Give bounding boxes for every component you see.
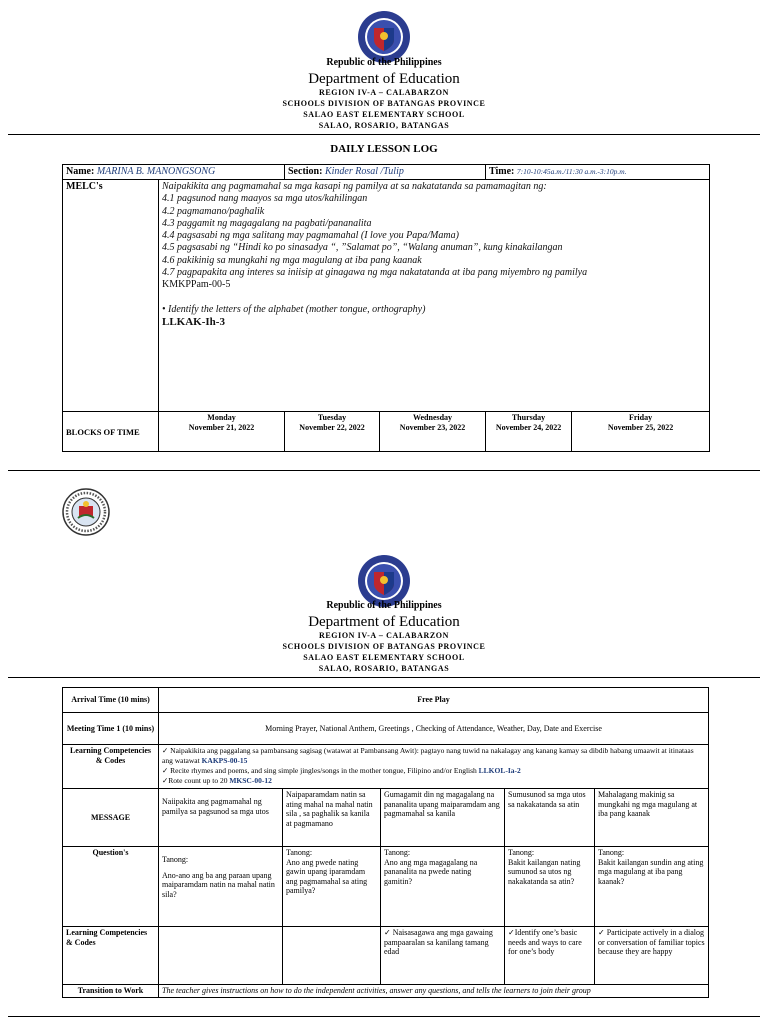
question-text: Ano ang mga magagalang na pananalita na pwede nating gamitin? <box>384 857 478 886</box>
deped-seal-icon <box>357 10 411 64</box>
melc-content <box>159 180 710 412</box>
address-heading: SALAO, ROSARIO, BATANGAS <box>318 664 450 673</box>
day-date: November 21, 2022 <box>188 423 255 432</box>
day-date: November 23, 2022 <box>399 423 466 432</box>
lc-line: ✓ Naipakikita ang paggalang sa pambansang sagisag (watawat at Pambansang Awit): pagtayo nang tuwid na nakalagay ang kanang kamay sa dibdib habang umaawit at itinataas ang watawat <box>162 746 694 765</box>
section-label: Section: <box>288 166 323 177</box>
message-friday: Mahalagang makinig sa mungkahi ng mga magulang at iba pang kaanak <box>595 789 709 847</box>
region-heading: REGION IV-A – CALABARZON <box>318 88 450 97</box>
section-value: Kinder Rosal /Tulip <box>324 166 404 177</box>
day-name: Thursday <box>511 413 546 422</box>
lc2-thursday: ✓Identify one’s basic needs and ways to care for one’s body <box>505 927 595 985</box>
tanong-label: Tanong: <box>384 848 411 857</box>
lesson-info-table <box>62 164 710 452</box>
department-heading: Department of Education <box>308 614 460 630</box>
lc2-tuesday <box>283 927 381 985</box>
header-divider <box>8 134 760 135</box>
division-heading: SCHOOLS DIVISION OF BATANGAS PROVINCE <box>282 99 486 108</box>
message-wednesday: Gumagamit din ng magagalang na pananalita upang maiparamdam ang pagmamahal sa kanila <box>381 789 505 847</box>
melc-line: 4.7 pagpapakita ang interes sa iniisip at ginagawa ng mga nakatatanda at iba pang miyembro ng pamilya <box>162 267 588 279</box>
lc2-wednesday: ✓ Naisasagawa ang mga gawaing pampaaralan sa kanilang tamang edad <box>381 927 505 985</box>
day-friday <box>572 412 710 452</box>
learning-competencies-2-label: Learning Competencies & Codes <box>63 927 159 985</box>
melc-spacer <box>162 292 706 304</box>
melc-line: 4.5 pagsasabi ng “Hindi ko po sinasadya “, ”Salamat po”, “Walang anuman”, kung kinakailangan <box>162 242 563 254</box>
lc-code: MKSC-00-12 <box>229 776 272 785</box>
lc-line: ✓ Recite rhymes and poems, and sing simple jingles/songs in the mother tongue, Filipino and/or English <box>162 766 477 775</box>
division-heading: SCHOOLS DIVISION OF BATANGAS PROVINCE <box>282 642 486 651</box>
learning-competencies-value <box>159 745 709 789</box>
day-date: November 25, 2022 <box>607 423 674 432</box>
tanong-label: Tanong: <box>162 855 189 864</box>
day-date: November 24, 2022 <box>495 423 562 432</box>
lc2-friday: ✓ Participate actively in a dialog or conversation of familiar topics because they are happy <box>595 927 709 985</box>
time-cell <box>486 165 710 180</box>
message-thursday: Sumusunod sa mga utos sa nakakatanda sa atin <box>505 789 595 847</box>
learning-competencies-label: Learning Competencies & Codes <box>63 745 159 789</box>
message-tuesday: Naipaparamdam natin sa ating mahal na mahal natin sila , sa paghalik sa kanila at pagmamano <box>283 789 381 847</box>
tanong-label: Tanong: <box>508 848 535 857</box>
header-divider <box>8 677 760 678</box>
melc-line: • Identify the letters of the alphabet (mother tongue, orthography) <box>162 303 426 315</box>
day-date: November 22, 2022 <box>299 423 365 432</box>
transition-label: Transition to Work <box>63 985 159 998</box>
message-monday: Naiipakita ang pagmamahal ng pamilya sa pagsunod sa mga utos <box>159 789 283 847</box>
melc-code: KMKPPam-00-5 <box>162 279 231 291</box>
question-tuesday <box>283 847 381 927</box>
question-wednesday <box>381 847 505 927</box>
question-friday <box>595 847 709 927</box>
time-value: 7:10-10:45a.m./11:30 a.m.-3:10p.m. <box>516 167 627 176</box>
melc-line: 4.6 pakikinig sa mungkahi ng mga magulang at iba pang kaanak <box>162 254 422 266</box>
melc-label: MELC's <box>63 180 159 412</box>
day-name: Wednesday <box>412 413 453 422</box>
republic-heading: Republic of the Philippines <box>326 57 442 68</box>
arrival-time-value: Free Play <box>159 688 709 713</box>
name-label: Name: <box>66 166 95 177</box>
question-text: Ano-ano ang ba ang paraan upang maiparamdam natin na mahal natin sila? <box>162 870 275 899</box>
tanong-label: Tanong: <box>286 848 313 857</box>
day-name: Tuesday <box>317 413 347 422</box>
question-text: Bakit kailangan sundin ang ating mga magulang at iba pang kaanak? <box>598 857 704 886</box>
school-heading: SALAO EAST ELEMENTARY SCHOOL <box>303 653 465 662</box>
daily-lesson-log-title: DAILY LESSON LOG <box>330 143 438 155</box>
melc-line: 4.3 paggamit ng magagalang na pagbati/pananalita <box>162 217 372 229</box>
meeting-time-value: Morning Prayer, National Anthem, Greetings , Checking of Attendance, Weather, Day, Date and Exercise <box>159 713 709 745</box>
lc-line: ✓Rote count up to 20 <box>162 776 228 785</box>
melc-line: 4.2 pagmamano/paghalik <box>162 205 265 217</box>
meeting-time-label: Meeting Time 1 (10 mins) <box>63 713 159 745</box>
lc2-monday <box>159 927 283 985</box>
questions-label: Question's <box>63 847 159 927</box>
llkak-code: LLKAK-Ih-3 <box>162 315 225 328</box>
melc-line: 4.1 pagsunod nang maayos sa mga utos/kahilingan <box>162 193 368 205</box>
department-heading: Department of Education <box>308 71 460 87</box>
address-heading: SALAO, ROSARIO, BATANGAS <box>318 121 450 130</box>
school-heading: SALAO EAST ELEMENTARY SCHOOL <box>303 110 465 119</box>
tanong-label: Tanong: <box>598 848 625 857</box>
lc-code: KAKPS-00-15 <box>201 756 248 765</box>
blocks-of-time-label: BLOCKS OF TIME <box>63 412 159 452</box>
question-thursday <box>505 847 595 927</box>
transition-value: The teacher gives instructions on how to do the independent activities, answer any questions, and tells the learners to join their group <box>159 985 709 998</box>
question-text: Bakit kailangan nating sumunod sa utos ng nakakatanda sa atin? <box>508 857 581 886</box>
teacher-name: MARINA B. MANONGSONG <box>96 166 216 177</box>
schedule-table <box>62 687 709 998</box>
school-logo-icon <box>62 488 110 536</box>
question-text: Ano ang pwede nating gawin upang iparamdam ang pagmamahal sa ating pamilya? <box>286 857 368 895</box>
question-monday <box>159 847 283 927</box>
region-heading: REGION IV-A – CALABARZON <box>318 631 450 640</box>
melc-line: Naipakikita ang pagmamahal sa mga kasapi ng pamilya at sa nakatatanda sa pamamagitan ng: <box>162 181 547 192</box>
bottom-divider <box>8 1016 760 1017</box>
day-thursday <box>486 412 572 452</box>
day-name: Monday <box>207 413 236 422</box>
page-break-divider <box>8 470 760 471</box>
day-wednesday <box>380 412 486 452</box>
arrival-time-label: Arrival Time (10 mins) <box>63 688 159 713</box>
day-monday <box>159 412 285 452</box>
day-name: Friday <box>628 413 653 422</box>
name-cell <box>63 165 285 180</box>
melc-line: 4.4 pagsasabi ng mga salitang may pagmamahal (I love you Papa/Mama) <box>162 230 459 242</box>
lc-code: LLKOL-Ia-2 <box>478 766 521 775</box>
message-label: MESSAGE <box>63 789 159 847</box>
time-label: Time: <box>489 166 515 177</box>
section-cell <box>285 165 486 180</box>
republic-heading: Republic of the Philippines <box>326 600 442 611</box>
day-tuesday <box>285 412 380 452</box>
